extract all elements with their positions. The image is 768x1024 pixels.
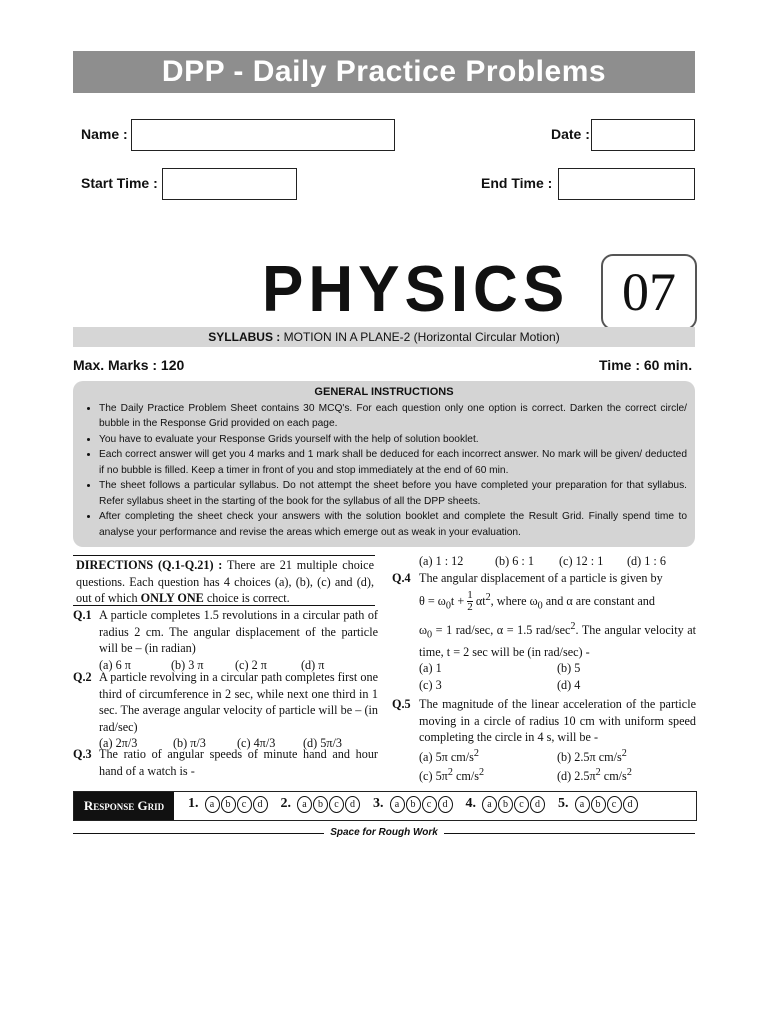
- bubble[interactable]: c: [607, 796, 622, 813]
- general-instructions: [73, 381, 695, 547]
- question-3: [73, 746, 378, 779]
- question-1: [73, 607, 378, 673]
- instructions-title: GENERAL INSTRUCTIONS: [314, 386, 454, 398]
- response-grid-label: Response Grid: [74, 792, 174, 820]
- sheet-number: 07: [601, 254, 697, 330]
- instruction-item: • The sheet follows a particular syllabus. Do not attempt the sheet before you have completed your preparation for that syllabus. Refer syllabus sheet in the starting of the book for the syllabus of all the DPP sheets.: [99, 478, 687, 509]
- bubble[interactable]: a: [205, 796, 220, 813]
- end-time-field[interactable]: [558, 168, 695, 200]
- option-c[interactable]: (c) 3: [419, 677, 442, 692]
- option-a[interactable]: (a) 2π/3: [99, 736, 138, 750]
- eq-part: . The angular velocity at time, t = 2 sec will be (in rad/sec) -: [419, 622, 697, 659]
- question-number: Q.5: [392, 697, 411, 711]
- eq-part: , where ω: [490, 593, 538, 608]
- time-limit: Time : 60 min.: [599, 357, 693, 373]
- bubble[interactable]: b: [498, 796, 513, 813]
- eq-part: t +: [450, 593, 465, 608]
- bubble[interactable]: d: [530, 796, 545, 813]
- grid-number: 2.: [280, 796, 291, 812]
- directions-text-end: choice is correct.: [206, 591, 290, 605]
- option-c[interactable]: (c) 4π/3: [237, 736, 276, 750]
- option-d[interactable]: (d) 1 : 6: [627, 554, 666, 568]
- option-b[interactable]: (b) 5: [557, 661, 581, 675]
- eq-part: ω: [419, 622, 428, 637]
- frac-num: 1: [467, 589, 473, 602]
- option-text: (d) 2.5π: [557, 769, 596, 784]
- end-time-label: End Time :: [481, 175, 553, 191]
- question-conditions: $\omega_0 = 1$ rad/sec, α = 1.5 rad/$\sec^2$. The angular velocity at time, t = 2 sec will be (in rad/sec) -: [419, 620, 697, 659]
- question-number: Q.2: [73, 670, 92, 684]
- subject-title: PHYSICS: [262, 253, 570, 326]
- option-d[interactable]: (d) π: [301, 657, 325, 672]
- option-b[interactable]: (b) π/3: [173, 736, 206, 750]
- bubble[interactable]: a: [482, 796, 497, 813]
- option-a[interactable]: (a) 1 : 12: [419, 554, 464, 568]
- eq-part: αt: [475, 593, 486, 608]
- directions-rule-bottom: [73, 605, 375, 606]
- question-number: Q.1: [73, 608, 92, 622]
- rough-work-divider: [73, 826, 695, 840]
- grid-number: 4.: [465, 796, 476, 812]
- rough-work-label-wrap: [73, 826, 695, 840]
- syllabus-bar: [73, 327, 695, 347]
- directions: [76, 557, 374, 607]
- bubble[interactable]: a: [297, 796, 312, 813]
- response-grid-items: [188, 795, 651, 813]
- question-equation: $\theta = \omega_0t$ + $\frac{1}{2}$ $\alpha t^2$, where $\omega_0$ and α are constant and: [419, 589, 655, 614]
- question-text: A particle revolving in a circular path completes first one third of circumference in 2 sec, while next one third in 1 sec. The average angular velocity of particle will be – (in rad/sec): [99, 670, 378, 734]
- option-c[interactable]: (c) 12 : 1: [559, 554, 604, 568]
- instruction-item: • You have to evaluate your Response Grids yourself with the help of solution booklet.: [99, 432, 687, 448]
- instruction-item: • After completing the sheet check your answers with the solution booklet and complete the Result Grid. Finally spend time to analyse your performance and revise the areas which emerge out as weak in your evaluation.: [99, 509, 687, 540]
- grid-item: [558, 795, 639, 813]
- start-time-label: Start Time :: [81, 175, 158, 191]
- name-field[interactable]: [131, 119, 395, 151]
- option-b[interactable]: (b) 2.5π $cm/s^2$: [557, 747, 627, 764]
- syllabus-value: MOTION IN A PLANE-2 (Horizontal Circular Motion): [283, 330, 560, 344]
- syllabus-label: SYLLABUS :: [208, 330, 281, 344]
- option-b[interactable]: (b) 6 : 1: [495, 554, 534, 568]
- grid-item: [281, 795, 362, 813]
- option-c[interactable]: (c) 2 π: [235, 657, 267, 672]
- question-number: Q.4: [392, 571, 411, 585]
- option-b[interactable]: (b) 3 π: [171, 657, 204, 672]
- directions-label: DIRECTIONS (Q.1-Q.21) :: [76, 558, 223, 572]
- option-a[interactable]: (a) 5π $cm/s^2$: [419, 747, 479, 764]
- question-2: [73, 669, 378, 752]
- directions-text: There are 21 multiple choice questions. Each question has 4 choices (a), (b), (c) and (d), out of which: [76, 558, 375, 605]
- grid-item: [188, 795, 269, 813]
- question-text: The angular displacement of a particle is given by: [419, 571, 663, 585]
- question-text: A particle completes 1.5 revolutions in a circular path of radius 2 cm. The angular displacement of the particle will be – (in radian): [99, 608, 378, 655]
- question-number: Q.3: [73, 747, 92, 761]
- max-marks: Max. Marks : 120: [73, 357, 185, 373]
- bubble[interactable]: c: [329, 796, 344, 813]
- bubble[interactable]: b: [313, 796, 328, 813]
- grid-number: 5.: [558, 796, 569, 812]
- option-text: (a) 5π cm/s: [419, 749, 474, 764]
- eq-part: and α are constant and: [545, 593, 655, 608]
- response-grid: [73, 791, 697, 821]
- question-3-options: [419, 553, 699, 570]
- bubble[interactable]: c: [514, 796, 529, 813]
- grid-item: [466, 795, 547, 813]
- instruction-item: • Each correct answer will get you 4 marks and 1 mark shall be deduced for each incorrect answer. No mark will be given/ deducted if no bubble is filled. Keep a timer in front of you and stop immediately at the end of 60 min.: [99, 447, 687, 478]
- start-time-field[interactable]: [162, 168, 297, 200]
- bubble[interactable]: b: [591, 796, 606, 813]
- bubble[interactable]: b: [221, 796, 236, 813]
- option-c[interactable]: (c) $5\pi^2$ $cm/s^2$: [419, 767, 485, 784]
- bubble[interactable]: d: [438, 796, 453, 813]
- option-a[interactable]: (a) 6 π: [99, 657, 131, 672]
- rough-work-label: Space for Rough Work: [324, 827, 444, 838]
- bubble[interactable]: a: [575, 796, 590, 813]
- question-text: The ratio of angular speeds of minute hand and hour hand of a watch is -: [99, 747, 378, 778]
- bubble[interactable]: b: [406, 796, 421, 813]
- page-banner: DPP - Daily Practice Problems: [73, 51, 695, 93]
- fraction: [467, 590, 473, 613]
- grid-item: [373, 795, 454, 813]
- bubble[interactable]: d: [253, 796, 268, 813]
- option-d[interactable]: (d) $2.5\pi^2$ $cm/s^2$: [557, 767, 632, 784]
- option-text: (c) 5π: [419, 769, 448, 784]
- option-text: (b) 2.5π cm/s: [557, 749, 622, 764]
- eq-part: = 1 rad/sec, α = 1.5 rad/sec: [435, 622, 571, 637]
- directions-emphasis: ONLY ONE: [140, 591, 204, 605]
- instruction-item: • The Daily Practice Problem Sheet contains 30 MCQ's. For each question only one option is correct. Darken the correct circle/ bubble in the Response Grid provided on each page.: [99, 401, 687, 432]
- date-label: Date :: [551, 126, 590, 142]
- bubble[interactable]: c: [237, 796, 252, 813]
- question-5: [392, 696, 696, 785]
- option-d[interactable]: (d) 4: [557, 677, 581, 692]
- bubble[interactable]: c: [422, 796, 437, 813]
- option-d[interactable]: (d) 5π/3: [303, 736, 342, 750]
- question-4: [392, 570, 696, 693]
- date-field[interactable]: [591, 119, 695, 151]
- frac-den: 2: [467, 601, 473, 614]
- bubble[interactable]: d: [623, 796, 638, 813]
- bubble[interactable]: d: [345, 796, 360, 813]
- bubble[interactable]: a: [390, 796, 405, 813]
- name-label: Name :: [81, 126, 128, 142]
- grid-number: 1.: [188, 796, 199, 812]
- eq-part: θ = ω: [419, 593, 446, 608]
- grid-number: 3.: [373, 796, 384, 812]
- directions-rule-top: [73, 555, 375, 556]
- option-a[interactable]: (a) 1: [419, 661, 442, 675]
- question-text: The magnitude of the linear acceleration of the particle moving in a circle of radius 10 cm with uniform speed completing the circle in 4 s, will be -: [419, 697, 696, 744]
